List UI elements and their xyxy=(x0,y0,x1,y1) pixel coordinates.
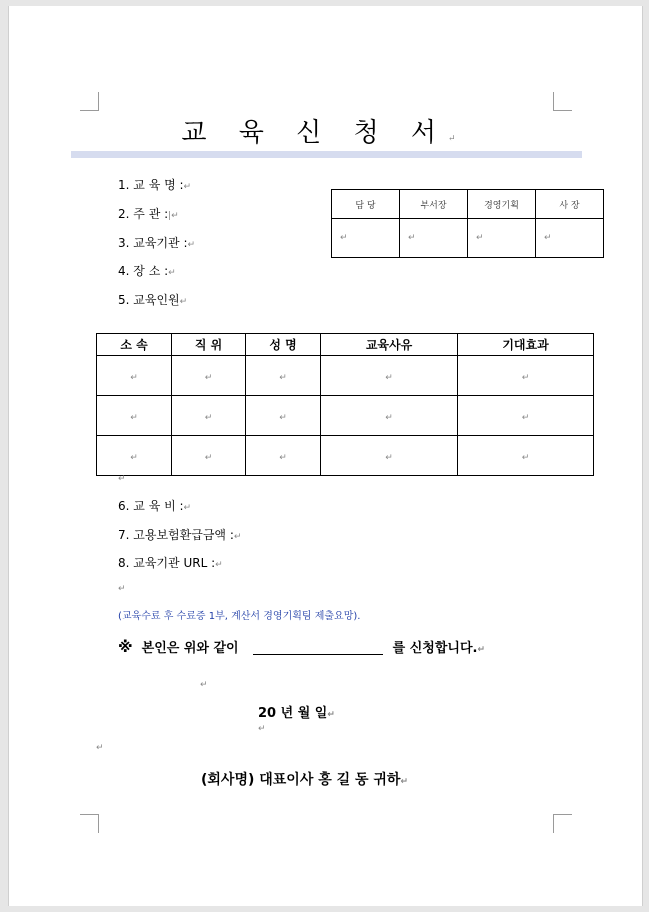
crop-mark-bottom-right xyxy=(553,814,572,833)
approval-sign-cell[interactable]: ↵ xyxy=(400,219,468,258)
table-cell[interactable]: ↵ xyxy=(246,436,321,476)
approval-header-dept-head[interactable]: 부서장 xyxy=(400,190,468,219)
approval-table xyxy=(331,189,604,258)
table-cell[interactable]: ↵ xyxy=(246,356,321,396)
field-institution[interactable]: 3. 교육기관 :↵ xyxy=(118,236,196,250)
declaration-line[interactable]: ※ 본인은 위와 같이 를 신청합니다.↵ xyxy=(118,638,485,656)
paragraph-mark: ↵ xyxy=(96,743,104,753)
field-organizer[interactable]: 2. 주 관 :|↵ xyxy=(118,207,179,221)
date-line[interactable]: 20 년 월 일↵ xyxy=(258,706,335,721)
field-insurance-refund[interactable]: 7. 고용보험환급금액 :↵ xyxy=(118,528,242,542)
table-cell[interactable]: ↵ xyxy=(172,356,246,396)
paragraph-mark: ↵ xyxy=(118,474,126,484)
table-cell[interactable]: ↵ xyxy=(97,356,172,396)
paragraph-mark: ↵ xyxy=(200,680,208,690)
field-headcount[interactable]: 5. 교육인원↵ xyxy=(118,293,188,307)
paragraph-mark: ↵ xyxy=(118,584,126,594)
crop-mark-bottom-left xyxy=(80,814,99,833)
attendee-table xyxy=(96,333,594,476)
reference-mark-icon: ※ xyxy=(118,638,133,656)
paragraph-mark: ↵ xyxy=(258,724,266,734)
table-row xyxy=(97,436,594,476)
approval-sign-cell[interactable]: ↵ xyxy=(468,219,536,258)
column-header-expected-effect[interactable]: 기대효과 xyxy=(458,334,594,356)
table-cell[interactable]: ↵ xyxy=(97,436,172,476)
table-cell[interactable]: ↵ xyxy=(458,396,594,436)
table-cell[interactable]: ↵ xyxy=(321,396,458,436)
approval-sign-cell[interactable]: ↵ xyxy=(536,219,604,258)
addressee-line[interactable]: (회사명) 대표이사 홍 길 동 귀하↵ xyxy=(201,772,409,788)
table-row xyxy=(97,396,594,436)
table-cell[interactable]: ↵ xyxy=(321,436,458,476)
column-header-affiliation[interactable]: 소 속 xyxy=(97,334,172,356)
table-cell[interactable]: ↵ xyxy=(97,396,172,436)
title-underline-bar xyxy=(71,151,582,158)
approval-header-president[interactable]: 사 장 xyxy=(536,190,604,219)
document-title[interactable]: 교 육 신 청 서↵ xyxy=(181,118,468,148)
field-cost[interactable]: 6. 교 육 비 :↵ xyxy=(118,499,192,513)
column-header-reason[interactable]: 교육사유 xyxy=(321,334,458,356)
crop-mark-top-left xyxy=(80,92,99,111)
field-course-name[interactable]: 1. 교 육 명 :↵ xyxy=(118,178,192,192)
approval-header-staff[interactable]: 담 당 xyxy=(332,190,400,219)
column-header-name[interactable]: 성 명 xyxy=(246,334,321,356)
signature-blank-line[interactable] xyxy=(253,642,383,655)
table-cell[interactable]: ↵ xyxy=(172,436,246,476)
table-cell[interactable]: ↵ xyxy=(458,436,594,476)
column-header-position[interactable]: 직 위 xyxy=(172,334,246,356)
table-cell[interactable]: ↵ xyxy=(321,356,458,396)
crop-mark-top-right xyxy=(553,92,572,111)
field-institution-url[interactable]: 8. 교육기관 URL :↵ xyxy=(118,556,223,570)
submission-note: (교육수료 후 수료증 1부, 계산서 경영기획팀 제출요망). xyxy=(118,611,361,622)
table-cell[interactable]: ↵ xyxy=(458,356,594,396)
table-cell[interactable]: ↵ xyxy=(172,396,246,436)
field-location[interactable]: 4. 장 소 :↵ xyxy=(118,264,176,278)
table-cell[interactable]: ↵ xyxy=(246,396,321,436)
table-row xyxy=(97,356,594,396)
approval-header-planning[interactable]: 경영기획 xyxy=(468,190,536,219)
approval-sign-cell[interactable]: ↵ xyxy=(332,219,400,258)
